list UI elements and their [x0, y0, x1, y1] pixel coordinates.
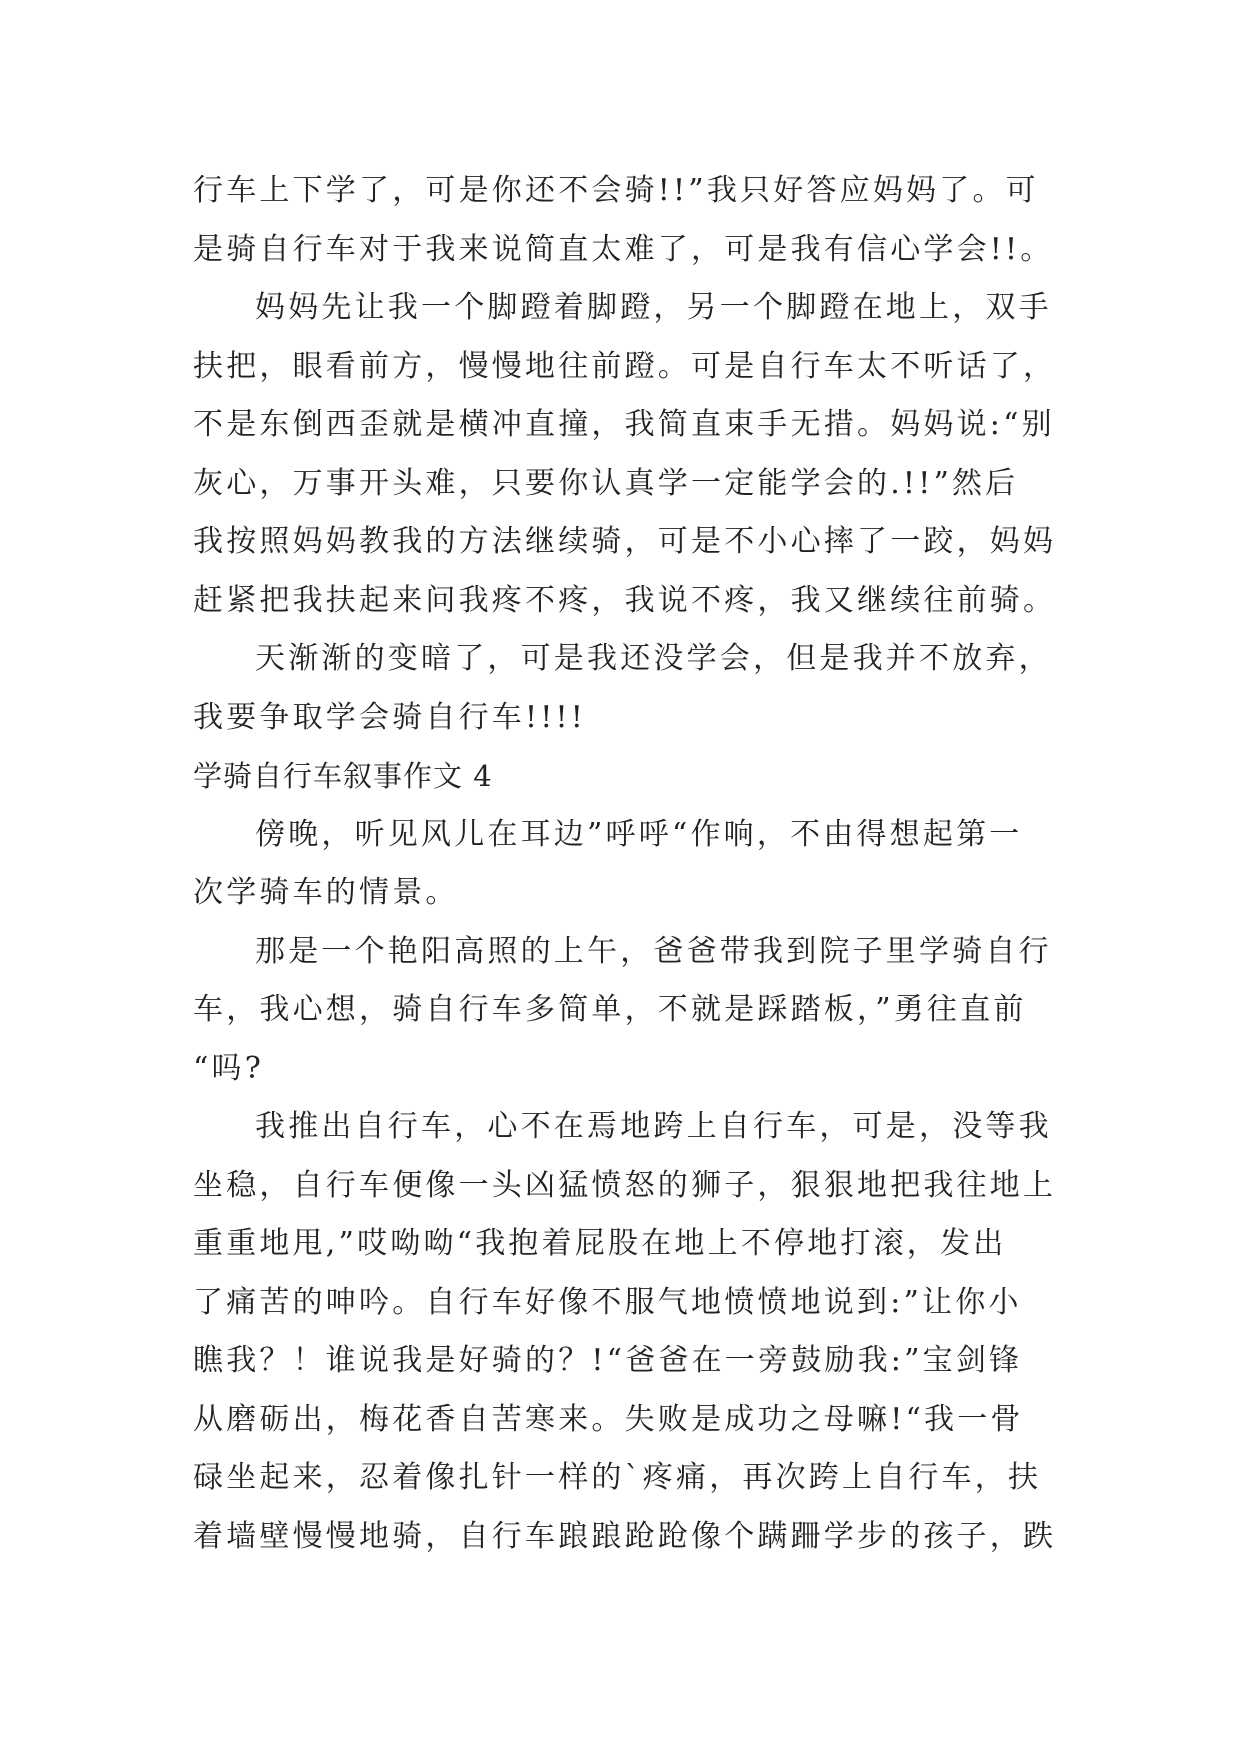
text-line: 我按照妈妈教我的方法继续骑，可是不小心摔了一跤，妈妈 — [193, 524, 1057, 559]
text-line: 我推出自行车，心不在焉地跨上自行车，可是，没等我 — [255, 1109, 1052, 1144]
text-line: 不是东倒西歪就是横冲直撞，我简直束手无措。妈妈说:“别 — [193, 407, 1055, 442]
document-body — [193, 162, 1073, 1566]
text-line: 坐稳，自行车便像一头凶猛愤怒的狮子，狠狠地把我往地上 — [193, 1167, 1057, 1203]
text-line: 车，我心想，骑自行车多简单，不就是踩踏板，”勇往直前 — [193, 992, 1027, 1027]
text-line: 碌坐起来，忍着像扎针一样的`疼痛，再次跨上自行车，扶 — [193, 1460, 1042, 1495]
text-line: 是骑自行车对于我来说简直太难了，可是我有信心学会!!。 — [193, 231, 1054, 267]
text-line: 从磨砺出，梅花香自苦寒来。失败是成功之母嘛!“我一骨 — [193, 1401, 1024, 1437]
text-line: 那是一个艳阳高照的上午，爸爸带我到院子里学骑自行 — [255, 933, 1052, 969]
text-line: 傍晚，听见风儿在耳边”呼呼“作响，不由得想起第一 — [255, 816, 1023, 852]
text-line: “吗? — [193, 1050, 265, 1086]
text-line: 重重地甩,”哎呦呦“我抱着屁股在地上不停地打滚，发出 — [193, 1226, 1007, 1261]
text-line: 行车上下学了，可是你还不会骑!!”我只好答应妈妈了。可 — [193, 173, 1039, 208]
text-line: 妈妈先让我一个脚蹬着脚蹬，另一个脚蹬在地上，双手 — [255, 290, 1052, 325]
text-line: 灰心，万事开头难，只要你认真学一定能学会的.!!”然后 — [193, 465, 1019, 501]
text-line: 我要争取学会骑自行车!!!! — [193, 699, 587, 735]
text-line: 扶把，眼看前方，慢慢地往前蹬。可是自行车太不听话了， — [193, 348, 1057, 384]
text-line: 次学骑车的情景。 — [193, 875, 459, 910]
text-line: 了痛苦的呻吟。自行车好像不服气地愤愤地说到:”让你小 — [193, 1284, 1022, 1320]
text-line: 着墙壁慢慢地骑，自行车踉踉跄跄像个蹒跚学步的孩子，跌 — [193, 1518, 1057, 1554]
section-heading: 学骑自行车叙事作文 4 — [193, 759, 493, 793]
text-line: 天渐渐的变暗了，可是我还没学会，但是我并不放弃， — [255, 641, 1052, 676]
text-line: 赶紧把我扶起来问我疼不疼，我说不疼，我又继续往前骑。 — [193, 582, 1057, 618]
text-line: 瞧我？！谁说我是好骑的？!“爸爸在一旁鼓励我:”宝剑锋 — [193, 1343, 1023, 1378]
